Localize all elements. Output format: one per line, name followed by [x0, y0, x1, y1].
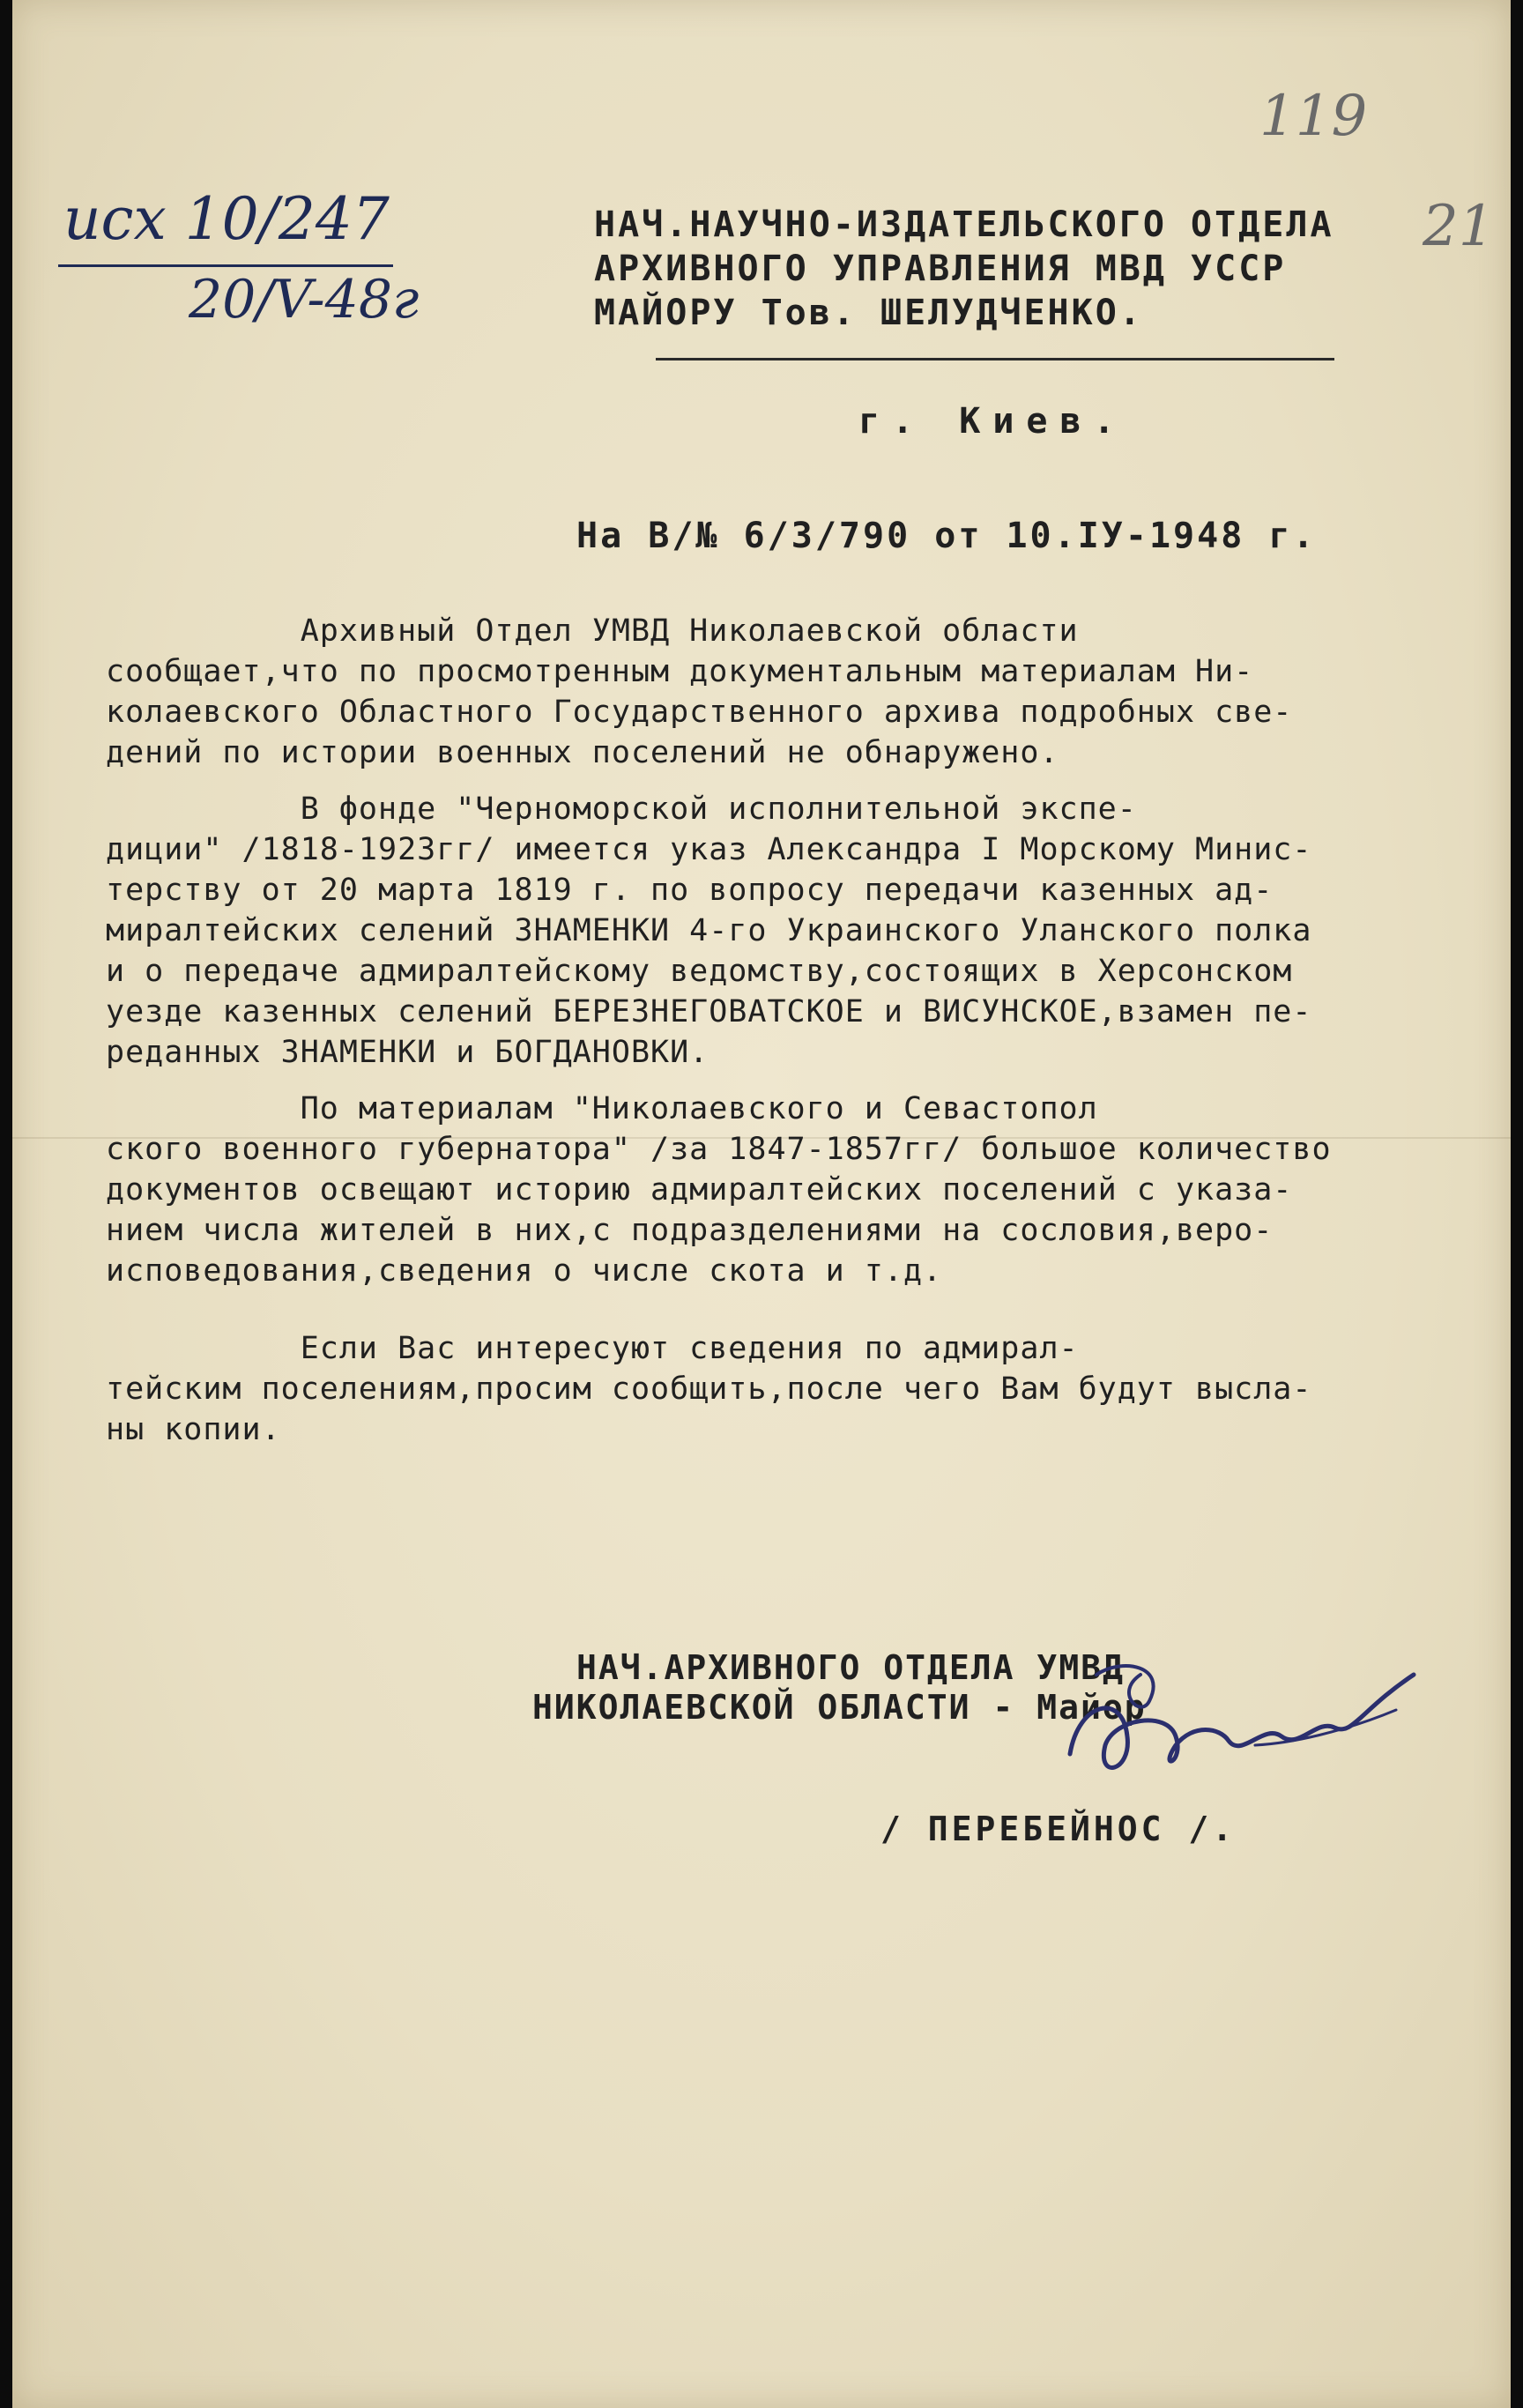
text-line: исповедования,сведения о числе скота и т.д.: [106, 1253, 943, 1289]
text-line: дений по истории военных поселений не обнаружено.: [106, 735, 1059, 770]
signer-name: / ПЕРЕБЕЙНОС /.: [880, 1810, 1237, 1848]
handwritten-underline: [58, 264, 393, 267]
archive-mark: 119: [1259, 84, 1368, 149]
text-line: колаевского Областного Государственного архива подробных све-: [106, 695, 1293, 730]
text-line: миралтейских селений ЗНАМЕНКИ 4-го Украинского Уланского полка: [106, 913, 1312, 948]
text-line: Если Вас интересуют сведения по адмирал-: [106, 1331, 1079, 1366]
text-line: диции" /1818-1923гг/ имеется указ Александра I Морскому Минис-: [106, 832, 1312, 867]
city: г. Киев.: [858, 401, 1127, 442]
text-line: реданных ЗНАМЕНКИ и БОГДАНОВКИ.: [106, 1035, 709, 1070]
text-line: и о передаче адмиралтейскому ведомству,состоящих в Херсонском: [106, 954, 1293, 989]
text-line: В фонде "Черноморской исполнительной экспе-: [106, 792, 1137, 827]
signer-title-line-2: НИКОЛАЕВСКОЙ ОБЛАСТИ - Майор: [532, 1688, 1147, 1727]
text-line: сообщает,что по просмотренным документальным материалам Ни-: [106, 654, 1254, 689]
text-line: ны копии.: [106, 1412, 281, 1447]
outgoing-date: 20/V-48г: [189, 269, 420, 331]
text-line: терству от 20 марта 1819 г. по вопросу передачи казенных ад-: [106, 873, 1274, 908]
handwritten-signature: [1044, 1639, 1440, 1816]
sheet-number: 21: [1423, 194, 1495, 259]
text-line: Архивный Отдел УМВД Николаевской области: [106, 613, 1079, 649]
reference-line: На В/№ 6/3/790 от 10.IУ-1948 г.: [576, 516, 1317, 556]
signer-title-line-1: НАЧ.АРХИВНОГО ОТДЕЛА УМВД: [576, 1648, 1125, 1687]
text-line: тейским поселениям,просим сообщить,после чего Вам будут высла-: [106, 1371, 1312, 1407]
outgoing-number: исх 10/247: [63, 185, 390, 253]
text-line: документов освещают историю адмиралтейских поселений с указа-: [106, 1172, 1293, 1208]
document-sheet: [12, 0, 1511, 2408]
addressee-underline: [656, 358, 1334, 360]
text-line: нием числа жителей в них,с подразделениями на сословия,веро-: [106, 1213, 1274, 1248]
addressee-line-3: МАЙОРУ Тов. ШЕЛУДЧЕНКО.: [594, 293, 1143, 333]
addressee-line-2: АРХИВНОГО УПРАВЛЕНИЯ МВД УССР: [594, 249, 1287, 289]
addressee-line-1: НАЧ.НАУЧНО-ИЗДАТЕЛЬСКОГО ОТДЕЛА: [594, 204, 1334, 245]
text-line: уезде казенных селений БЕРЕЗНЕГОВАТСКОЕ и ВИСУНСКОЕ,взамен пе-: [106, 994, 1312, 1029]
text-line: ского военного губернатора" /за 1847-1857гг/ большое количество: [106, 1132, 1332, 1167]
text-line: По материалам "Николаевского и Севастопол: [106, 1091, 1098, 1126]
